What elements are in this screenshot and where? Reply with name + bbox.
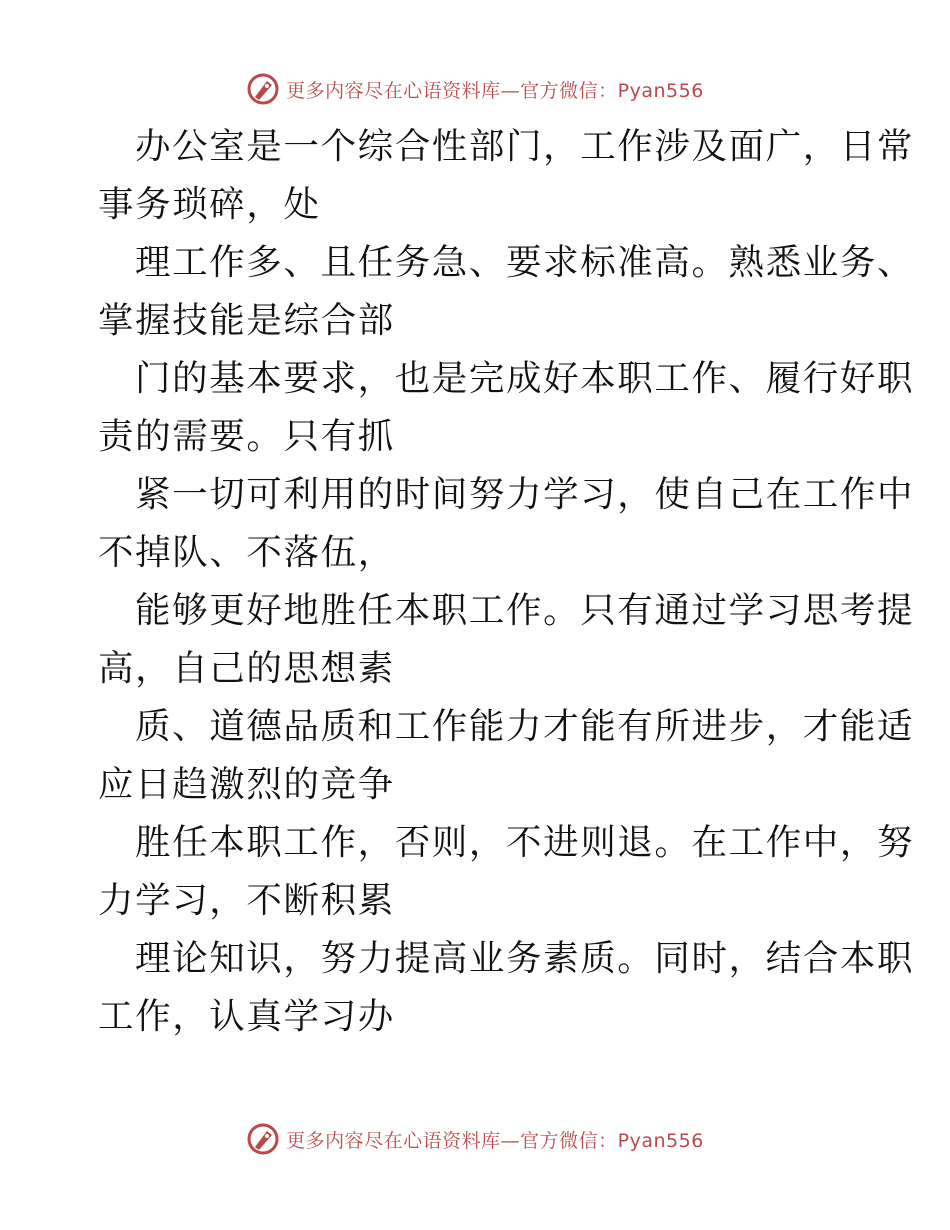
document-body [98,118,915,1046]
paragraph-line: 紧一切可利用的时间努力学习，使自己在工作中 [135,474,915,515]
paragraph-line: 胜任本职工作，否则，不进则退。在工作中，努 [135,822,915,863]
paragraph-5 [98,582,915,698]
pen-nib-logo-icon [246,72,280,106]
paragraph-line: 责的需要。只有抓 [98,416,395,457]
footer-banner-id: Pyan556 [617,1129,704,1152]
paragraph-line: 应日趋激烈的竞争 [98,764,395,805]
paragraph-6 [98,698,915,814]
paragraph-line: 不掉队、不落伍， [98,532,395,573]
paragraph-8 [98,930,915,1046]
paragraph-4 [98,466,915,582]
paragraph-line: 掌握技能是综合部 [98,300,395,341]
paragraph-line: 力学习，不断积累 [98,880,395,921]
paragraph-line: 办公室是一个综合性部门，工作涉及面广，日常 [135,126,915,167]
paragraph-line: 门的基本要求，也是完成好本职工作、履行好职 [135,358,915,399]
paragraph-line: 工作，认真学习办 [98,996,395,1037]
header-banner-id: Pyan556 [617,79,704,102]
pen-nib-logo-icon [246,1122,280,1156]
paragraph-7 [98,814,915,930]
paragraph-line: 事务琐碎，处 [98,184,321,225]
footer-banner-cn: 更多内容尽在心语资料库—官方微信： [286,1129,618,1152]
paragraph-line: 理论知识，努力提高业务素质。同时，结合本职 [135,938,915,979]
paragraph-line: 质、道德品质和工作能力才能有所进步，才能适 [135,706,915,747]
header-banner-cn: 更多内容尽在心语资料库—官方微信： [286,79,618,102]
footer-banner [0,1122,950,1156]
paragraph-line: 高，自己的思想素 [98,648,395,689]
header-banner [0,72,950,106]
footer-banner-text [286,1126,704,1153]
paragraph-1 [98,118,915,234]
paragraph-line: 能够更好地胜任本职工作。只有通过学习思考提 [135,590,915,631]
header-banner-text [286,76,704,103]
paragraph-line: 理工作多、且任务急、要求标准高。熟悉业务、 [135,242,915,283]
paragraph-3 [98,350,915,466]
paragraph-2 [98,234,915,350]
